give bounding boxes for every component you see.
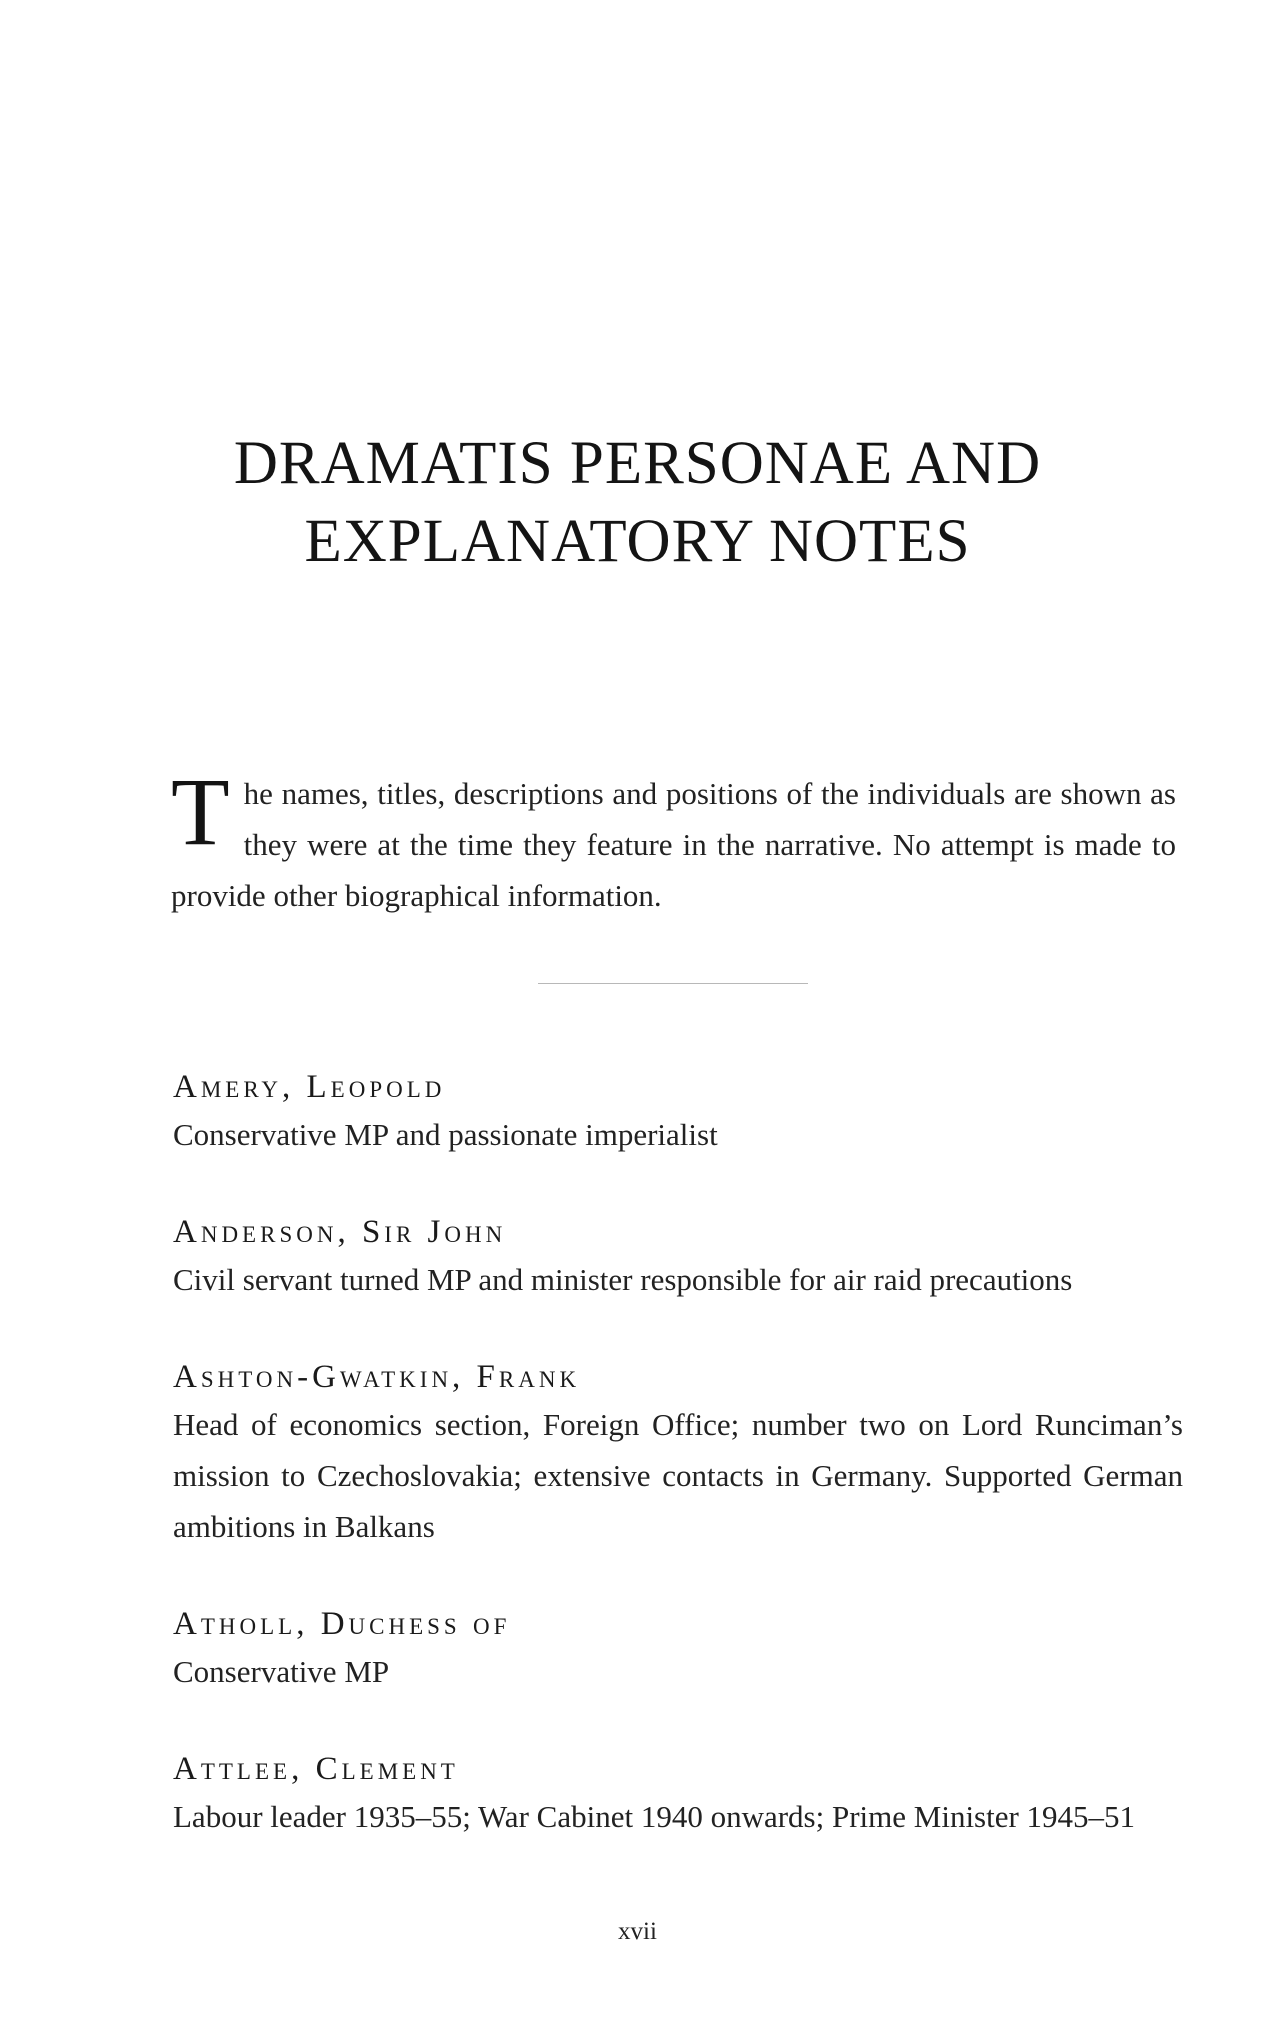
entry-ashton-gwatkin [173, 1355, 1183, 1552]
entry-amery [173, 1065, 1183, 1160]
entry-description: Head of economics section, Foreign Office; number two on Lord Runciman’s mission to Czechoslovakia; extensive contacts in Germany. Supported German ambitions in Balkans [173, 1407, 1183, 1544]
entry-description: Conservative MP and passionate imperialist [173, 1117, 718, 1152]
entry-name: Anderson, Sir John [173, 1214, 507, 1250]
entry-anderson [173, 1210, 1183, 1305]
entry-atholl [173, 1602, 1183, 1697]
page-title [170, 425, 1105, 581]
intro-text: he names, titles, descriptions and positions of the individuals are shown as they were at the time they feature in the narrative. No attempt is made to provide other biographical information. [171, 776, 1176, 913]
page-title-line-1: DRAMATIS PERSONAE AND [233, 430, 1042, 497]
intro-paragraph [171, 758, 1176, 921]
entry-attlee [173, 1747, 1183, 1842]
page-title-line-2: EXPLANATORY NOTES [304, 508, 971, 575]
entry-name: Attlee, Clement [173, 1751, 459, 1787]
entry-description: Conservative MP [173, 1654, 390, 1689]
entry-name: Amery, Leopold [173, 1069, 446, 1105]
drop-cap: T [171, 758, 230, 865]
entry-description: Civil servant turned MP and minister responsible for air raid precautions [173, 1262, 1073, 1297]
section-divider [538, 983, 808, 984]
entry-description: Labour leader 1935–55; War Cabinet 1940 onwards; Prime Minister 1945–51 [173, 1799, 1136, 1834]
entry-name: Ashton-Gwatkin, Frank [173, 1359, 581, 1395]
page-number: xvii [618, 1918, 657, 1945]
entry-name: Atholl, Duchess of [173, 1606, 511, 1642]
dramatis-personae-list [173, 1065, 1183, 1892]
